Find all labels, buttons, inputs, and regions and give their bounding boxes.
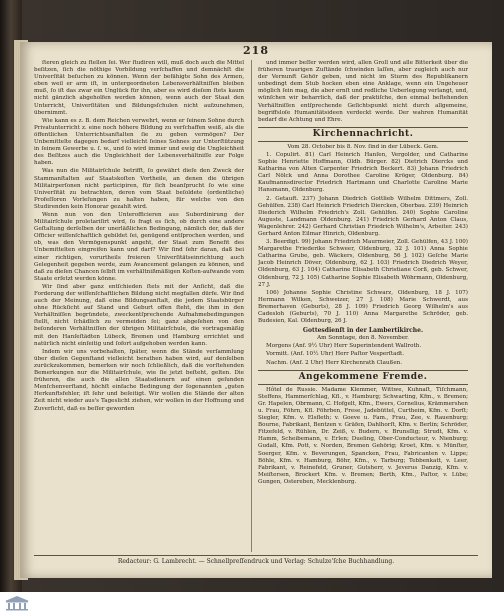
strangers-list: Hôtel de Russie. Madame Klemmer, Wittwe, Kuhnaſt, Tiſchmann, Steffens, Hammerſchlag, Kfl., v. Hamburg; Schwarting, Kfm., v. Bremen; Gr. Hapelen, Obrmann, C. Hofgelt, Kfm., Ewers, Cornelius, Krämmershen u. Frau, Föhrn, Kfl. Föhrben, Frese, Jadebüttel, Curtheim, Kfm. v. Dorſt; Siegler, Kfm. v. Elsfleth; v. Goeve u. Fam., Frau, Zee, v. Rauenburg; Bourne, Fabrikant, Bentzen v. Gräfen, Dahlhorſt, Kfm. v. Berlin; Schröder, Fitzefeld, v. Rühlen, Dr. Zeiß, v. Budern, v. Brunsſlig; Strudt, Kfm. v. Hamm, Scheibemann, v. Erlen; Dueling, Ober-Conducteur, v. Nienburg; Gudall, Kfm. Pott, v. Norden, Bremen Gehörig; Kroet, Kfm. v. Münſter, Soerger, Kfm. v. Beverungen, Spancken, Frau, Fabricanten v. Lippe; Böhle, Kfm. v. Hamburg, Böhr, Kfm., v. Tarburg; Tebbenkatt, v. Leer, Fabrikant, v. Reinefeld, Gruner, Gutsherr, v. Jeverus Danzig, Kfm. v. Meiſtersen, Brockert Kfm. v. Bremen; Berth, Kfm., Paſtor, v. Lübe; Gungen, Ostereben, Mecklenburg. (258, 386, 468, 485)
church-news-entry: 106) Johanne Sophie Christine Schwarz, Oldenburg, 18 J. 107) Hermann Wilken, Schweizer, 27 J. 108) Marie Schwerdt, aus Bremerhaven (Geburts), 28 J. 109) Friedrich Georg Wilhelm's aus Cadesloh (Geburts), 70 J. 110) Anna Margarethe Schröder, geb. Budesien, Kal. Oldenburg, 26 J. (258, 289, 468, 325)
service-entry: Vormitt. (Anf. 10½ Uhr) Herr Paſtor Vesperſtadt. (266, 351, 405, 358)
imprint-line: Redacteur: G. Lambrecht. — Schnellpreſſendruck und Verlag: Schulze'ſche Buchhandlung. (117, 558, 395, 565)
left-column (34, 60, 244, 552)
service-subtitle: Am Sonntage, den 8. November. (317, 335, 409, 342)
right-intro-paragraph: und immer beſſer werden wird, allen Groll und alle Bitterkeit über die früheren traurigen Zuſtände ſchwinden laſſen, aber zugleich auch nur der Vernunft Gehör geben, und nicht im Sturm des Republikanern unbedingt dem Stub hocken eben eine Anklage, wenn ein Ungeheuer möglich ſein mag, die aber ernſt und redliche Ueberlegung verlangt, und, wünſchen wir beharrlich, daß der praktiſche, den einmal beſtehenden Verhältniſſen entſprechende Geſichtspunkt nicht durch allgemeine, begriffsloſe Humanitätsideen verdeckt werde. Der wahren Humanität bedarf die Achtung und Ehre. (258, 60, 468, 123)
left-paragraph: Wir ſind aber ganz entſchieden ſtets mit der Anſicht, daß die Forderung der wiſſenſchaftlichen Bildung nicht megfallen dürfe. Wir ſind auch der Meinung, daß eine Bildungsanſtalt, die jedem Staatsbürger ohne Rückſicht auf Stand und Geburt offen ſteht, die ihm in den Verhältniſſen begründete, zweckentſprechende Aufnahmebedingungen ſtellt, nicht ſchädlich zu vermeiden ſei; ganz abgeſehen von den beſonderen Verhältniſſen der übrigen Militairſchule, die vortragsmäßig mit den Hanſeſtädten Lübeck, Bremen und Hamburg errichtet und natürlich nicht einſeitig und ſofort aufgehoben werden kann. (34, 283, 244, 347)
service-entry: Morgens (Anf. 9½ Uhr) Herr Superintendent Wallroth. (266, 343, 422, 350)
service-entry: Nachm. (Anf. 2 Uhr) Herr Kirchenrath Claußen. (266, 359, 403, 366)
left-paragraph: ſteren gleich zu ſtellen ſei. Wer ſtudiren will, muß doch auch die Mittel beſitzen, ſich die nöthige Vorbildung verſchaffen und demnächſt die Univerſität beſuchen zu können. Wenn der befähigte Sohn des Armen, eben weil er arm iſt, in untergeordneten Lebensverhältniſſen bleiben muß, ſo iſt das zwar ein Unglück für ihn, aber es wird dieſem ſtets kaum nicht gänzlich abgeholfen werden können, wenn auch der Staat den Unterricht, Univerſitäten und Bildungsſchulen nicht aufzunehmen, übernimmt. (34, 60, 244, 116)
church-news-entry: 2. Getauft. 237) Johann Diedrich Gottlieb Wilhelm Dittmers, Zoll. Gehülfen. 238) Carl Heinrich Friedrich Diercken, Oberbau. 239) Heinrich Diederich Wilhelm Friedrich's Zoll. Gehülfen. 240) Sophie Caroline Auguste, Landmann Oldenburg. 241) Friedrich Gerhard Anton Claus, Wagenlehrer. 242) Gerhard Christian Friedrich Wilhelm's, Arbeiter. 243) Gerhard Anton Eilmar Hinrich, Oldenburg. (258, 195, 468, 237)
left-paragraph: Indem wir uns vorbehalten, ſpäter, wenn die Stände verſammlung über dieſen Gegenſtand vielleicht berathen haben wird, auf denſelben zurückzukommen, bemerken wir noch ſchließlich, daß die vorſtehenden Bemerkungen nur die Militairſchule, wie ſie jetzt beſteht, gelten. Die früheren, die auch die allen Staatsdienern auf einen geſunden Menſchenverſtand, höchſt einfache Bedingung der ſogenannten „guten Herkunftsfehler, iſt ſehr und beſeitigt. Wir wollen die Stände der alten Zeit nicht wieder aus's Tageslicht ziehen, wir wollen in der Hoffnung und Zuverſicht, daß es beſſer geworden (34, 348, 244, 412)
column-divider (251, 60, 252, 552)
page-number: 218 (243, 44, 269, 57)
right-column (258, 60, 468, 552)
library-footer-strip (0, 592, 504, 614)
church-news-heading: Kirchennachricht. (258, 127, 468, 142)
left-paragraph: Was nun die Militairſchule betrifft, ſo gewährt dieſe den Zweck der Stammanſtalten auf Staatskoſten Vortheile, an denen die übrigen Militairperſonen nicht participiren, für ſich beanſprucht ſo wie eine Univerſität zu betrachten, deren vom Staat beſoldete (ordentliche) Profeſſoren Vorleſungen zu halten haben, für welche von den Studirenden kein Honorar gezahlt wird. (34, 168, 244, 210)
church-news-entry: 1. Copulirt. 81) Carl Heinrich Hanſen, Vergolder, und Catharine Sophie Henriette Hoffmann, Oldb. Bürger. 82) Dietrich Diercks und Katharina von Alten Carpenter Friedrich Beckert. 83) Johann Friedrich Carl Nölck und Anna Dorothee Caroline Kröger, Oldenburg. 84) Kaufmannsdirector Friedrich Hartmann und Charlotte Caroline Marie Hansmann, Oldenburg. (258, 151, 468, 194)
strangers-heading: Angekommene Fremde. (258, 370, 468, 385)
footer-rule (34, 555, 478, 556)
newspaper-page (20, 42, 492, 578)
church-news-subtitle: Vom 28. October bis 8. Nov. ſind in der Lübeck. Gem. (287, 143, 439, 150)
left-paragraph: Wie kann es z. B. dem Reichen verwehrt, wenn er ſeinem Sohne durch Privatunterricht z. eine noch höhere Bildung zu verſchaffen weiß, als die öffentlichen Unterrichtsanſtalten ſie zu geben vermögen? Der Unbemittelte dagegen bedarf vielleicht ſeines Sohnes zur Unterſtützung in ſeinem Gewerbe u. ſ. w., und ſo wird immer und ewig die Ungleichheit des Beſitzes auch die Ungleichheit der Lebensverhältniſſe zur Folge haben. (34, 117, 244, 167)
left-paragraph: Wenn nun von den Unterofficieren aus Subordinirung der Militairſchule proletariſirt wird, ſo fragt es ſich, ob durch eine andere Geſtaltung derſelben der unerläßlichen Bedingung, nämlich der, daß der Officier wiſſenſchaftlich gebildet ſei, genügend entſprochen werden, und ob, was den Vermögenspunkt angeht, der Staat zum Benefit des Unbemittelten eingreifen kann und darf? Wir ſind ſehr daran, daß bei einer richtigen, vorurtheils freieren Univerſitätseinrichtung auch Gelegenheit gegeben werde, zum Avancement gelangen zu können, und daß zu dieſen Chancen ſelbſt im verhältnißmäßigen Koſten-aufwande vom Staate erſetzt werden könne. (34, 211, 244, 282)
library-building-icon (4, 595, 30, 611)
church-news-entry: 3. Beerdigt. 99) Johann Friedrich Maurmeier, Zoll. Gehülfen, 43 J. 100) Margarethe Friederike Schweer, Oldenburg, 32 J. 101) Anna Sophie Catharina Grube, geb. Wäckers, Oldenburg, 56 J. 102) Geſche Marie Jacob Heinrich Döver, Oldenburg, 62 J. 103) Friedrich Diedrich Weyer, Oldenburg, 63 J. 104) Catharine Elisabeth Christiane Corß, geb. Schwer, Oldenburg, 72 J. 105) Catharine Sophie Elisabeth Wöhrmann, Oldenburg, 27 J. (258, 239, 468, 288)
service-heading: Gottesdienſt in der Lambertikirche. (302, 327, 424, 335)
